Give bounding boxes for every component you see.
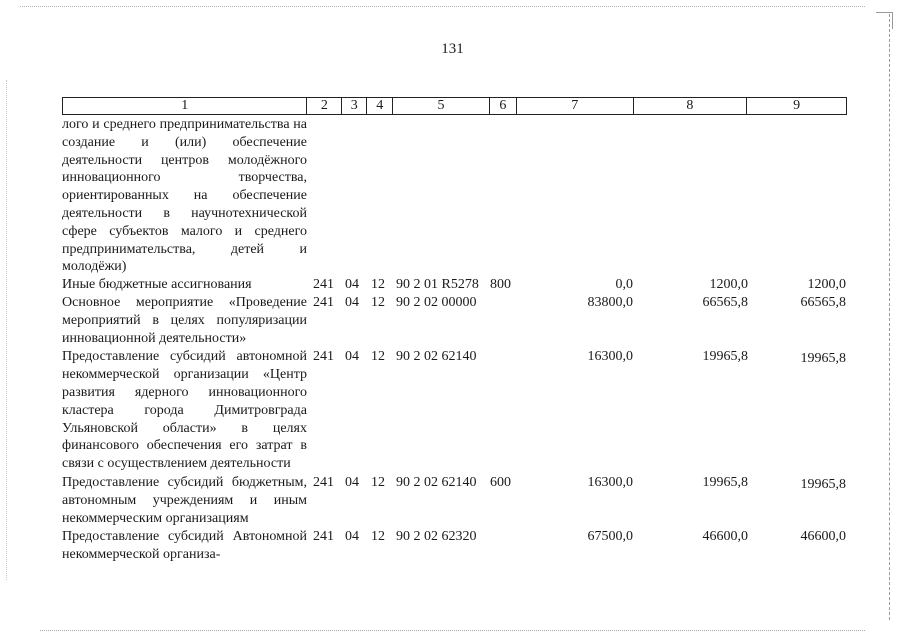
cell-col-8: 19965,8 — [702, 474, 748, 490]
cell-col-3 — [342, 116, 367, 276]
cell-col-6: 800 — [490, 277, 511, 293]
header-col-6: 6 — [490, 98, 517, 114]
cell-col-9: 46600,0 — [800, 529, 846, 545]
scan-bottom-border — [40, 630, 865, 631]
header-col-9: 9 — [793, 98, 801, 113]
row-description: Предоставление субсидий Автономной некоммерческой организа- — [62, 529, 307, 563]
cell-col-4: 12 — [371, 349, 385, 365]
table-body — [62, 116, 847, 564]
cell-col-6 — [490, 294, 517, 347]
cell-col-8 — [634, 116, 748, 276]
cell-col-5 — [393, 116, 490, 276]
cell-col-5: 90 2 02 62140 — [396, 474, 477, 490]
cell-col-6 — [490, 348, 517, 473]
cell-col-3: 04 — [345, 294, 359, 310]
cell-col-6: 600 — [490, 474, 511, 490]
cell-col-3: 04 — [345, 474, 359, 490]
cell-col-2 — [307, 116, 342, 276]
cell-col-9: 66565,8 — [800, 294, 846, 310]
cell-col-4 — [367, 116, 393, 276]
cell-col-4: 12 — [371, 474, 385, 490]
header-col-2: 2 — [307, 98, 342, 114]
row-description: Предоставление субсидий автономной некоммерческой организации «Центр развития ядерного инновационного кластера города Димитровграда Ульяновской области» в целях финансового обеспечения его затрат в связи с осуществлением деятельности — [62, 349, 307, 472]
row-description: Иные бюджетные ассигнования — [62, 277, 252, 293]
cell-col-2: 241 — [313, 529, 334, 545]
table-row — [62, 276, 847, 294]
row-description: Основное мероприятие «Проведение мероприятий в целях популяризации инновационной деятельности» — [62, 294, 307, 346]
cell-col-5: 90 2 02 62320 — [396, 529, 477, 545]
cell-col-7: 83800,0 — [587, 294, 633, 310]
cell-col-4: 12 — [371, 294, 385, 310]
cell-col-9: 1200,0 — [807, 277, 846, 293]
cell-col-5: 90 2 02 00000 — [396, 294, 477, 310]
row-description: Предоставление субсидий бюджетным, автономным учреждениям и иным некоммерческим организациям — [62, 474, 307, 526]
cell-col-5: 90 2 02 62140 — [396, 349, 477, 365]
cell-col-7: 16300,0 — [587, 474, 633, 490]
cell-col-2: 241 — [313, 474, 334, 490]
cell-col-9 — [748, 116, 847, 276]
cell-col-7 — [517, 116, 634, 276]
scan-top-border — [20, 6, 865, 7]
description-text: лого и среднего предпринимательства на создание и (или) обеспечение деятельности центров молодёжного инновационного творчества, ориентированных на обеспечение деятельности в научнотехнической сфере субъектов малого и среднего предпринимательства, детей и молодёжи) — [62, 117, 307, 275]
cell-col-6 — [490, 528, 517, 564]
table-row — [62, 348, 847, 473]
cell-col-3: 04 — [345, 277, 359, 293]
table-header — [62, 97, 847, 115]
header-col-4: 4 — [367, 98, 393, 114]
cell-col-8: 46600,0 — [702, 529, 748, 545]
table-row — [62, 294, 847, 347]
cell-col-4: 12 — [371, 277, 385, 293]
header-col-3: 3 — [342, 98, 367, 114]
header-col-7: 7 — [517, 98, 634, 114]
scan-right-border — [889, 14, 890, 620]
table-row — [62, 116, 847, 276]
cell-col-3: 04 — [345, 349, 359, 365]
cell-col-2: 241 — [313, 277, 334, 293]
cell-col-5: 90 2 01 R5278 — [396, 277, 479, 293]
cell-col-3: 04 — [345, 529, 359, 545]
header-col-1: 1 — [63, 98, 307, 114]
header-col-8: 8 — [634, 98, 748, 114]
scan-corner-mark — [876, 12, 893, 29]
row-description — [62, 116, 307, 276]
cell-col-2: 241 — [313, 294, 334, 310]
cell-col-6 — [490, 116, 517, 276]
cell-col-7: 0,0 — [615, 277, 633, 293]
table-row — [62, 474, 847, 527]
cell-col-8: 19965,8 — [702, 349, 748, 365]
header-col-5: 5 — [393, 98, 490, 114]
cell-col-9: 19965,8 — [800, 351, 846, 367]
cell-col-8: 1200,0 — [709, 277, 748, 293]
page-number: 131 — [441, 41, 464, 57]
cell-col-7: 16300,0 — [587, 349, 633, 365]
scan-left-border — [6, 80, 7, 580]
cell-col-8: 66565,8 — [702, 294, 748, 310]
cell-col-9: 19965,8 — [800, 476, 846, 492]
cell-col-4: 12 — [371, 529, 385, 545]
table-row — [62, 528, 847, 564]
cell-col-7: 67500,0 — [587, 529, 633, 545]
cell-col-2: 241 — [313, 349, 334, 365]
